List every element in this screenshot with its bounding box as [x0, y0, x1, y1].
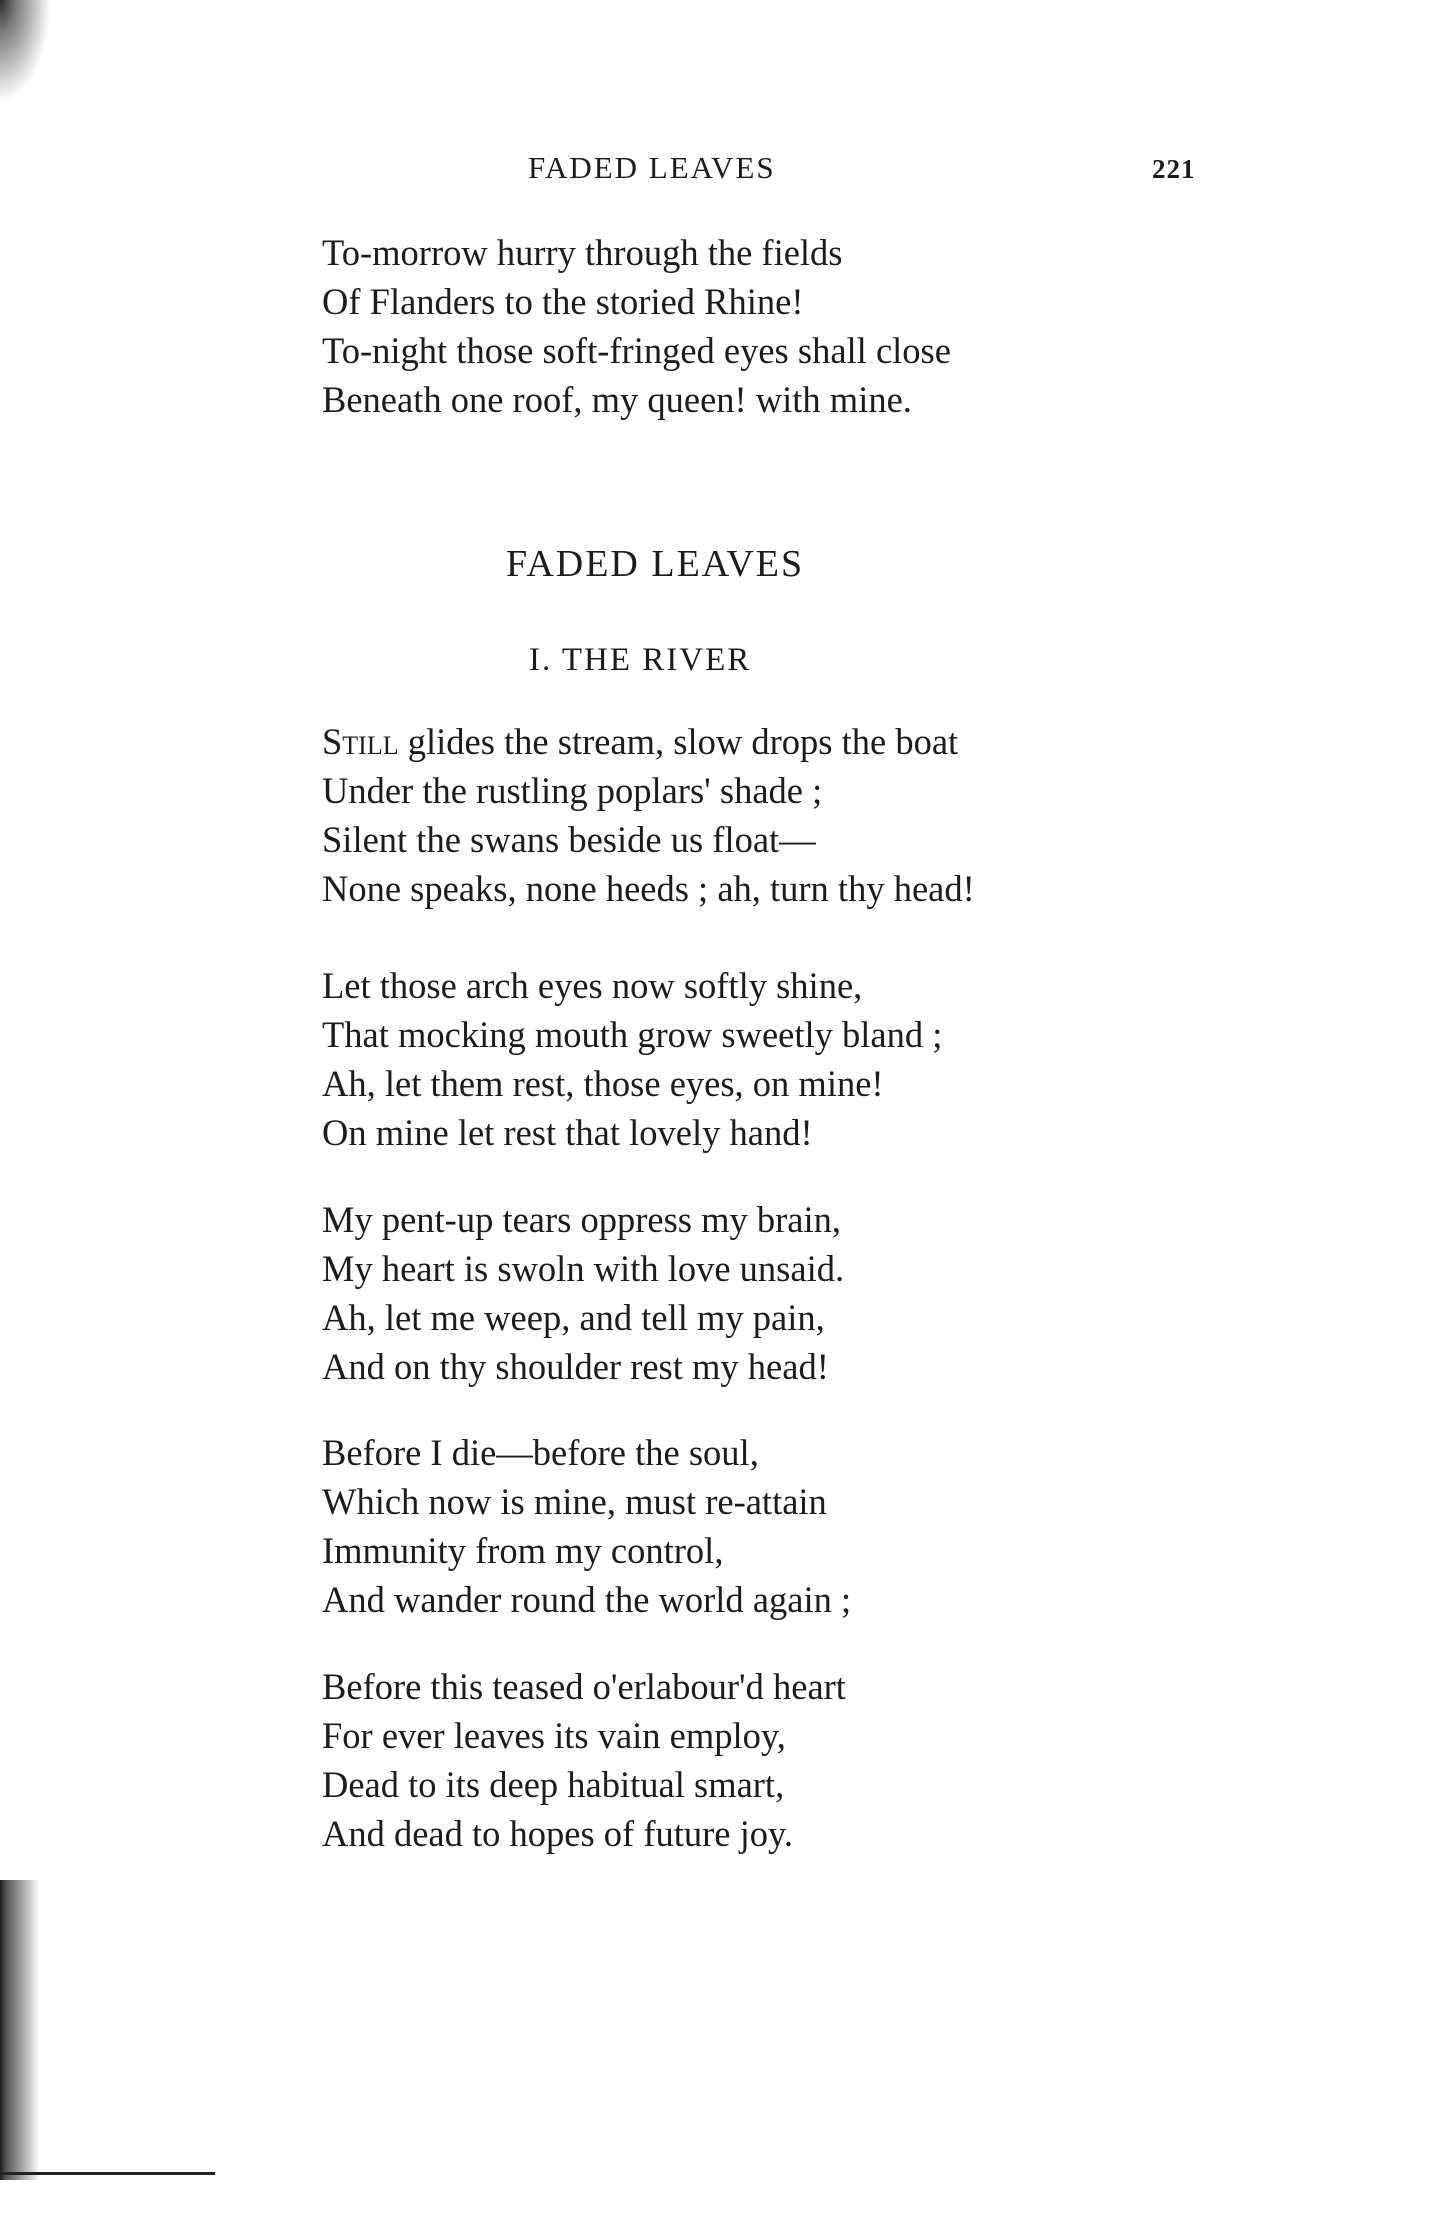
verse-line: My heart is swoln with love unsaid.: [322, 1248, 845, 1289]
stanza: [322, 1428, 851, 1624]
poem-title: FADED LEAVES: [506, 543, 805, 585]
verse-line: Ah, let me weep, and tell my pain,: [322, 1297, 825, 1338]
scan-edge-line: [0, 2172, 215, 2175]
verse-line: That mocking mouth grow sweetly bland ;: [322, 1014, 943, 1055]
verse-line: And wander round the world again ;: [322, 1579, 852, 1620]
verse-line: Which now is mine, must re-attain: [322, 1481, 827, 1522]
stanza: [322, 961, 942, 1157]
verse-line: To-night those soft-fringed eyes shall close: [322, 330, 951, 371]
section-title: I. THE RIVER: [529, 642, 752, 678]
verse-line: [322, 717, 975, 766]
verse-line: Beneath one roof, my queen! with mine.: [322, 379, 912, 420]
verse-line: For ever leaves its vain employ,: [322, 1715, 786, 1756]
first-word: Still: [322, 721, 399, 762]
verse-line: To-morrow hurry through the fields: [322, 232, 843, 273]
stanza: [322, 1662, 846, 1858]
verse-line: Immunity from my control,: [322, 1530, 724, 1571]
verse-line: Dead to its deep habitual smart,: [322, 1764, 785, 1805]
scan-edge-shadow-top: [0, 0, 60, 120]
prior-stanza: [322, 228, 951, 424]
page-number: 221: [1152, 154, 1196, 184]
stanza: [322, 717, 975, 913]
verse-line: Before I die—before the soul,: [322, 1432, 759, 1473]
verse-line-text: glides the stream, slow drops the boat: [398, 721, 959, 762]
verse-line: My pent-up tears oppress my brain,: [322, 1199, 842, 1240]
verse-line: On mine let rest that lovely hand!: [322, 1112, 813, 1153]
verse-line: And on thy shoulder rest my head!: [322, 1346, 829, 1387]
verse-line: Of Flanders to the storied Rhine!: [322, 281, 804, 322]
scan-edge-shadow-bottom: [0, 1880, 220, 2180]
verse-line: And dead to hopes of future joy.: [322, 1813, 794, 1854]
verse-line: Let those arch eyes now softly shine,: [322, 965, 863, 1006]
verse-line: None speaks, none heeds ; ah, turn thy head!: [322, 868, 975, 909]
verse-line: Silent the swans beside us float—: [322, 819, 816, 860]
verse-line: Ah, let them rest, those eyes, on mine!: [322, 1063, 884, 1104]
verse-line: Before this teased o'erlabour'd heart: [322, 1666, 846, 1707]
stanza: [322, 1195, 844, 1391]
running-title: FADED LEAVES: [528, 150, 776, 185]
verse-line: Under the rustling poplars' shade ;: [322, 770, 823, 811]
